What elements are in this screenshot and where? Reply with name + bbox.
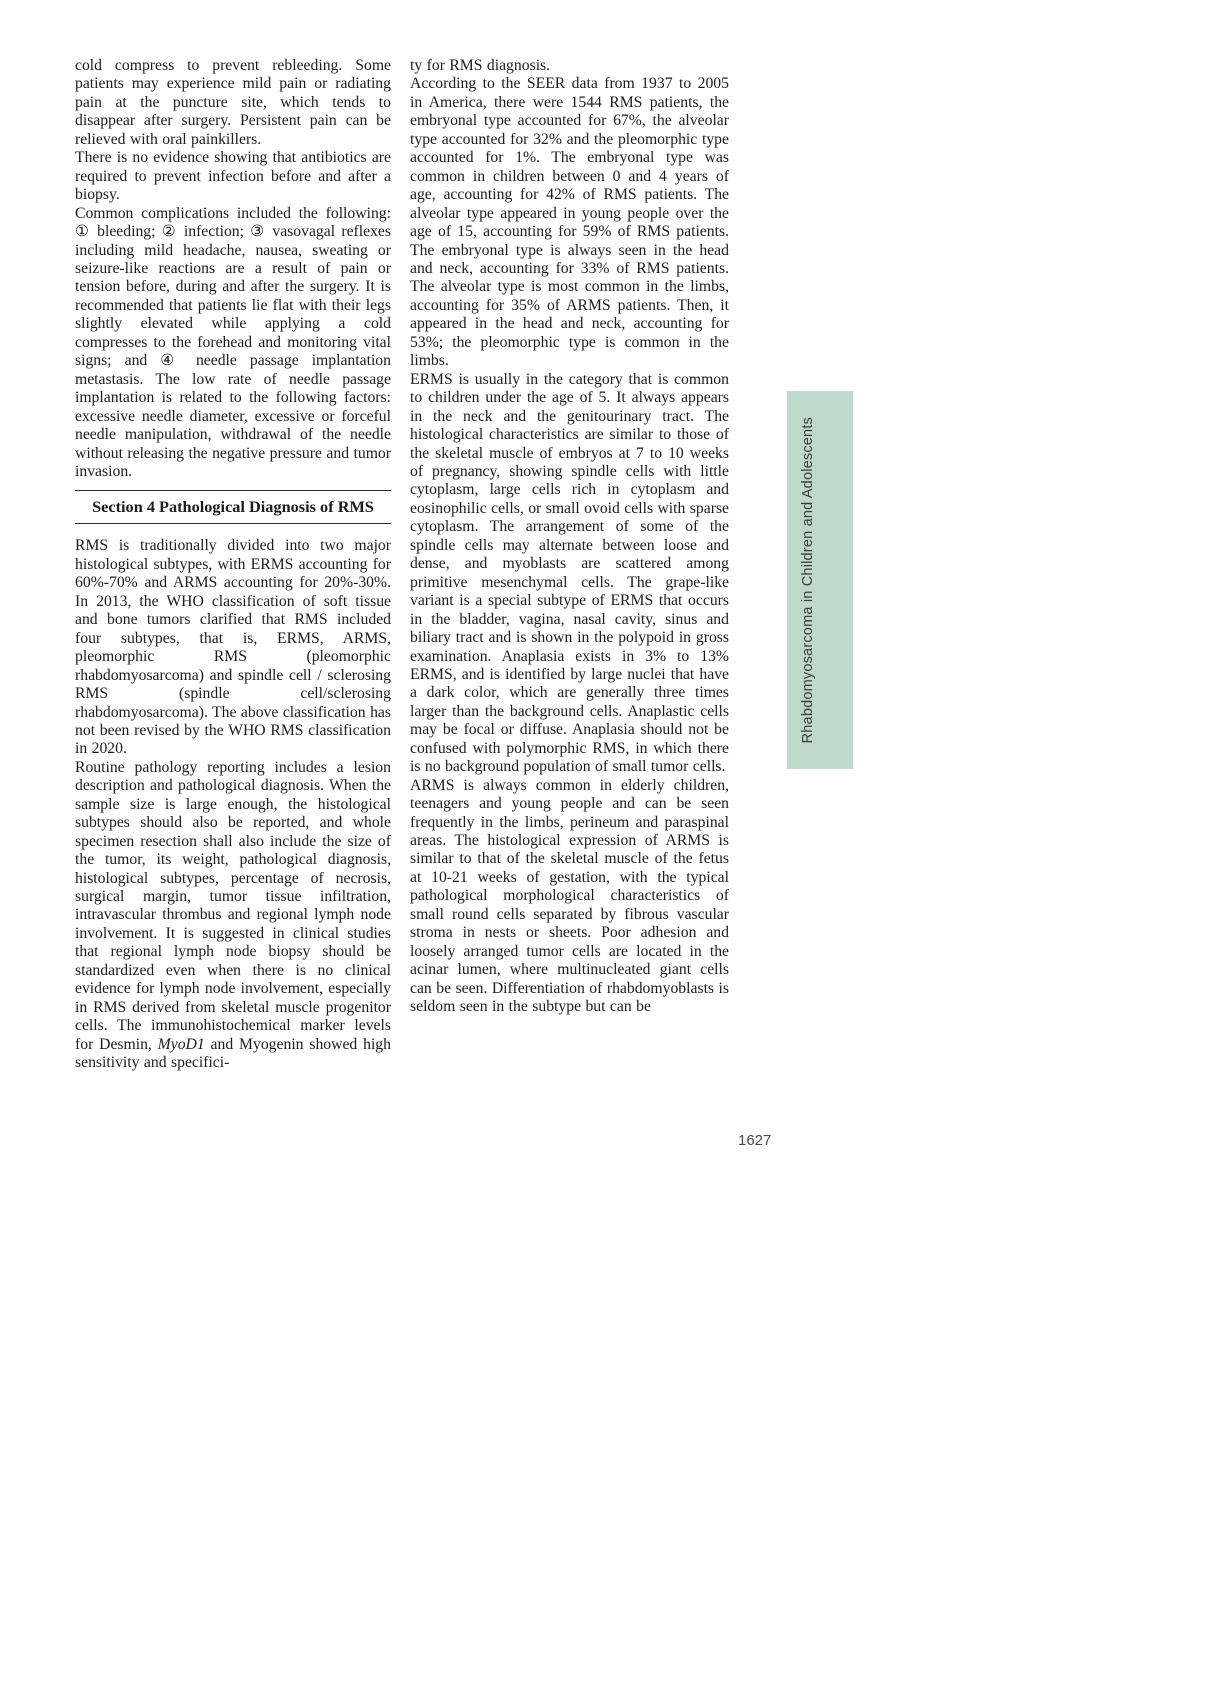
section-heading-block [75,490,391,524]
paragraph-rms-subtypes: RMS is traditionally divided into two major histological subtypes, with ERMS accounting for 60%-70% and ARMS accounting for 20%-30%. In 2013, the WHO classification of soft tissue and bone tumors clarified that RMS included four subtypes, that is, ERMS, ARMS, pleomorphic RMS (pleomorphic rhabdomyosarcoma) and spindle cell / sclerosing RMS (spindle cell/sclerosing rhabdomyosarcoma). The above classification has not been revised by the WHO RMS classification in 2020. [75,537,391,758]
section-heading: Section 4 Pathological Diagnosis of RMS [92,497,374,517]
paragraph-text: and Myogenin showed high sensitivity and specifici- [75,1035,391,1072]
gene-name-italic: MyoD1 [157,1035,205,1053]
paragraph-complications-intro: cold compress to prevent rebleeding. Some patients may experience mild pain or radiating pain at the puncture site, which tends to disappear after surgery. Persistent pain can be relieved with oral painkillers. [75,57,391,148]
paragraph-common-complications: Common complications included the following: ① bleeding; ② infection; ③ vasovagal reflexes including mild headache, nausea, sweating or seizure-like reactions are a result of pain or tension before, during and after the surgery. It is recommended that patients lie flat with their legs slightly elevated while applying a cold compresses to the forehead and monitoring vital signs; and ④ needle passage implantation metastasis. The low rate of needle passage implantation is related to the following factors: excessive needle diameter, excessive or forceful needle manipulation, withdrawal of the needle without releasing the negative pressure and tumor invasion. [75,204,391,480]
paragraph-pathology-reporting [75,759,391,1073]
right-column [410,57,729,1017]
paragraph-text: Routine pathology reporting includes a lesion description and pathological diagnosis. When the sample size is large enough, the histological subtypes should also be reported, and whole specimen resection shall also include the size of the tumor, its weight, pathological diagnosis, histological subtypes, percentage of necrosis, surgical margin, tumor tissue infiltration, intravascular thrombus and regional lymph node involvement. It is suggested in clinical studies that regional lymph node biopsy should be standardized even when there is no clinical evidence for lymph node involvement, especially in RMS derived from skeletal muscle progenitor cells. The immunohistochemical marker levels for Desmin, [75,758,391,1053]
paragraph-continuation: ty for RMS diagnosis. [410,57,551,74]
chapter-tab-label: Rhabdomyosarcoma in Children and Adolescents [800,416,816,744]
paragraph-erms: ERMS is usually in the category that is common to children under the age of 5. It always appears in the neck and the genitourinary tract. The histological characteristics are similar to those of the skeletal muscle of embryos at 7 to 10 weeks of pregnancy, showing spindle cells with little cytoplasm, large cells rich in cytoplasm and eosinophilic cells, or small ovoid cells with sparse cytoplasm. The arrangement of some of the spindle cells may alternate between loose and dense, and myoblasts are scattered among primitive mesenchymal cells. The grape-like variant is a special subtype of ERMS that occurs in the bladder, vagina, nasal cavity, sinus and biliary tract and is shown in the polypoid in gross examination. Anaplasia exists in 3% to 13% ERMS, and is identified by large nuclei that have a dark color, which are generally three times larger than the background cells. Anaplastic cells may be focal or diffuse. Anaplasia should not be confused with polymorphic RMS, in which there is no background population of small tumor cells. [410,370,729,776]
paragraph-arms: ARMS is always common in elderly children, teenagers and young people and can be seen frequently in the limbs, perineum and paraspinal areas. The histological expression of ARMS is similar to that of the skeletal muscle of the fetus at 10-21 weeks of gestation, with the typical pathological morphological characteristics of small round cells separated by fibrous vascular stroma in nests or sheets. Poor adhesion and loosely arranged tumor cells are located in the acinar lumen, where multinucleated giant cells can be seen. Differentiation of rhabdomyoblasts is seldom seen in the subtype but can be [410,776,729,1016]
paragraph-antibiotics: There is no evidence showing that antibiotics are required to prevent infection before and after a biopsy. [75,149,391,204]
chapter-thumb-tab [787,391,853,769]
left-column [75,57,391,1073]
page-number: 1627 [738,1132,772,1149]
paragraph-seer-data: According to the SEER data from 1937 to 2005 in America, there were 1544 RMS patients, the embryonal type accounted for 67%, the alveolar type accounted for 32% and the pleomorphic type accounted for 1%. The embryonal type was common in children between 0 and 4 years of age, accounting for 42% of RMS patients. The alveolar type appeared in young people over the age of 15, accounting for 59% of RMS patients. The embryonal type is always seen in the head and neck, accounting for 33% of RMS patients. The alveolar type is most common in the limbs, accounting for 35% of ARMS patients. Then, it appeared in the head and neck, accounting for 53%; the pleomorphic type is common in the limbs. [410,75,729,370]
